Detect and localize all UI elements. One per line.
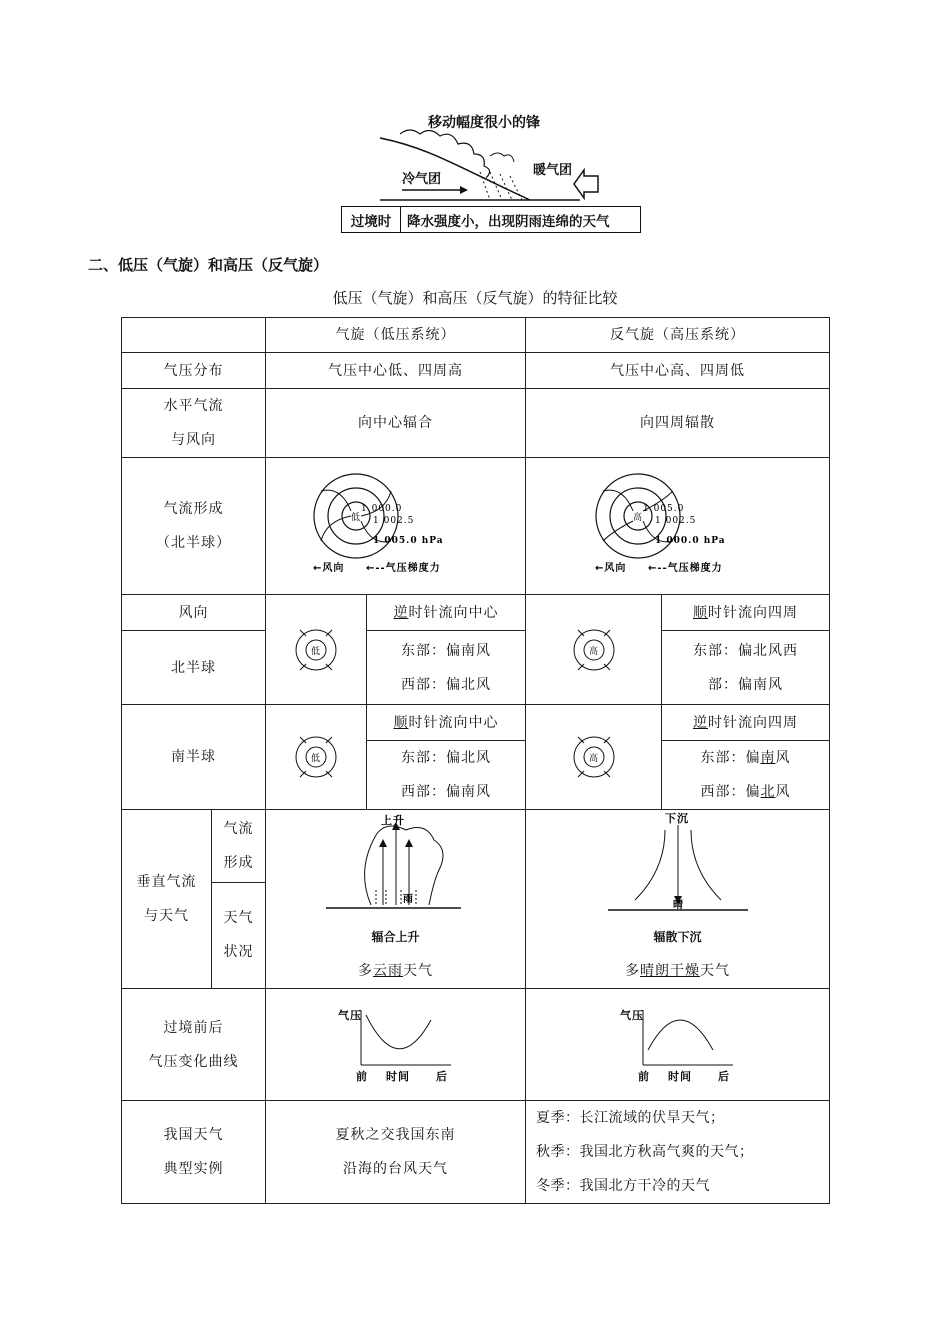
cyclone-side-label: 辐合上升 (371, 930, 420, 944)
cyclone-weather-prefix: 多 (358, 963, 373, 979)
high-iso3: 1 000.0 hPa (654, 536, 726, 546)
sh-anticyclone-west (662, 775, 829, 809)
table-row (122, 631, 830, 705)
sh-anti-east-prefix: 东部：偏 (700, 750, 761, 766)
front-figure-title: 移动幅度很小的锋 (428, 115, 540, 131)
flow-label-line1: 水平气流 (163, 398, 224, 414)
south-hemisphere-label: 南半球 (122, 705, 266, 810)
cyclone-weather-key: 云雨 (373, 963, 403, 979)
nh-anticyclone-winds (662, 631, 830, 705)
sh-cyclone-direction-text: 时针流向中心 (408, 714, 499, 731)
flow-label (122, 389, 266, 458)
sh-anticyclone-direction-key: 逆 (693, 714, 708, 731)
nh-cyclone-icon-cell (266, 595, 367, 705)
table-row (122, 989, 830, 1101)
table-row (122, 595, 830, 631)
anticyclone-side-label: 辐散下沉 (653, 930, 702, 944)
example-cyclone-line1: 夏秋之交我国东南 (335, 1127, 456, 1143)
pressure-label: 气压分布 (122, 353, 266, 389)
example-label (122, 1101, 266, 1204)
example-anticyclone-line2: 秋季：我国北方秋高气爽的天气； (536, 1144, 754, 1160)
cyc-curve-before: 前 (355, 1069, 368, 1083)
form-label-line2: （北半球） (156, 535, 231, 551)
table-row (122, 318, 830, 353)
low-pressure-isobar-diagram (311, 471, 481, 581)
table-row (122, 353, 830, 389)
low-iso3: 1 005.0 hPa (372, 536, 444, 546)
cyclone-weather-suffix: 天气 (403, 963, 433, 979)
nh-high-glyph: 高 (588, 646, 599, 657)
high-iso2: 1 002.5 (654, 516, 696, 526)
front-passing-key: 过境时 (342, 207, 401, 232)
anticyclone-weather-key: 晴朗干燥 (640, 963, 700, 979)
anticyclone-weather-suffix: 天气 (700, 963, 730, 979)
cold-air-label: 冷气团 (402, 172, 442, 187)
nh-anticyclone-east-1: 东部：偏北风西 (693, 642, 798, 659)
flow-anticyclone: 向四周辐散 (526, 389, 830, 458)
sh-anti-west-prefix: 西部：偏 (700, 784, 761, 800)
nh-cyclone-direction-text: 时针流向中心 (408, 604, 499, 621)
example-anticyclone (526, 1101, 830, 1204)
nh-anticyclone-direction-text: 时针流向四周 (708, 604, 798, 621)
anticyclone-curve-cell (526, 989, 830, 1101)
low-legend-wind: ←风向 (312, 563, 344, 574)
front-figure-drawing (340, 108, 640, 206)
low-pressure-diagram-cell (266, 458, 526, 595)
high-iso1: 1 005.0 (642, 504, 684, 514)
low-iso2: 1 002.5 (372, 516, 414, 526)
high-center-glyph: 高 (632, 513, 643, 523)
sh-anti-east-suffix: 风 (775, 750, 791, 766)
vertical-sub-weather-2: 状况 (223, 944, 254, 961)
sh-anticyclone-direction (662, 705, 830, 741)
sh-cyclone-winds (367, 741, 526, 810)
anticyclone-weather (526, 954, 829, 988)
sh-cyclone-icon-cell (266, 705, 367, 810)
cyc-curve-y1: 气压 (337, 1008, 362, 1022)
nh-anticyclone-icon-cell (526, 595, 662, 705)
table-row (122, 458, 830, 595)
nh-anticyclone-direction (662, 595, 830, 631)
cyc-curve-time: 时间 (385, 1069, 410, 1083)
vertical-label-line2: 与天气 (144, 908, 189, 924)
sh-anti-west-key: 北 (760, 784, 776, 800)
form-label-line1: 气流形成 (163, 501, 224, 517)
front-passing-box (341, 206, 641, 233)
example-anticyclone-line3: 冬季：我国北方干冷的天气 (536, 1178, 710, 1194)
sh-high-glyph: 高 (588, 754, 599, 764)
vertical-sub-weather (212, 882, 266, 988)
example-cyclone (266, 1101, 526, 1204)
nh-cyclone-west: 西部：偏北风 (401, 676, 491, 693)
sh-cyclone-west: 西部：偏南风 (401, 784, 491, 800)
curve-label-line1: 过境前后 (163, 1019, 224, 1036)
pressure-cyclone: 气压中心低、四周高 (266, 353, 526, 389)
pressure-anticyclone: 气压中心高、四周低 (526, 353, 830, 389)
north-hemisphere-label: 北半球 (122, 631, 266, 705)
high-legend-force: ←--气压梯度力 (647, 563, 723, 574)
table-row (122, 389, 830, 458)
low-legend-force: ←--气压梯度力 (365, 563, 441, 574)
anti-curve-y: 气压 (619, 1008, 644, 1022)
anticyclone-vertical-cell (526, 810, 830, 989)
cyclone-up-label: 上升 (380, 814, 405, 827)
anticyclone-sun-label: 晴 (672, 900, 684, 911)
nh-cyclone-direction (367, 595, 526, 631)
example-label-line1: 我国天气 (163, 1127, 224, 1143)
cyclone-updraft-diagram (321, 810, 471, 920)
nh-high-rotation-icon (566, 622, 622, 678)
sh-anti-east-key: 南 (760, 750, 776, 766)
cyc-curve-after: 后 (435, 1069, 448, 1083)
nh-cyclone-winds (367, 631, 526, 705)
header-cyclone: 气旋（低压系统） (266, 318, 526, 353)
vertical-sub-weather-1: 天气 (223, 910, 254, 927)
section-title: 二、低压（气旋）和高压（反气旋） (88, 256, 329, 274)
flow-label-line2: 与风向 (171, 432, 216, 448)
sh-anticyclone-icon-cell (526, 705, 662, 810)
front-passing-value: 降水强度小，出现阴雨连绵的天气 (407, 213, 610, 230)
nh-cyclone-east: 东部：偏南风 (401, 642, 491, 659)
nh-anticyclone-direction-key: 顺 (693, 604, 708, 621)
anticyclone-weather-prefix: 多 (625, 963, 640, 979)
vertical-label (122, 810, 212, 989)
anti-curve-before: 前 (637, 1069, 650, 1083)
vertical-sub-formation (212, 810, 266, 883)
low-iso1: 1 000.0 (360, 504, 402, 514)
vertical-sub-formation-1: 气流 (223, 820, 254, 837)
cyclone-vertical-cell (266, 810, 526, 989)
curve-label (122, 989, 266, 1101)
sh-cyclone-direction-key: 顺 (393, 714, 409, 731)
example-anticyclone-line1: 夏季：长江流域的伏旱天气； (536, 1110, 725, 1126)
example-label-line2: 典型实例 (163, 1161, 224, 1177)
vertical-sub-formation-2: 形成 (223, 854, 254, 871)
anti-curve-after: 后 (717, 1069, 730, 1083)
sh-low-glyph: 低 (311, 754, 322, 764)
curve-label-line2: 气压变化曲线 (148, 1053, 239, 1070)
sh-anticyclone-winds (662, 741, 830, 810)
flow-cyclone: 向中心辐合 (266, 389, 526, 458)
cyclone-rain-label: 雨 (402, 894, 414, 905)
anticyclone-downdraft-diagram (603, 810, 753, 920)
wind-label: 风向 (122, 595, 266, 631)
sh-high-rotation-icon (566, 729, 622, 785)
anticyclone-down-label: 下沉 (664, 812, 689, 825)
anticyclone-pressure-curve (618, 1005, 738, 1085)
high-legend-wind: ←风向 (594, 563, 626, 574)
header-anticyclone: 反气旋（高压系统） (526, 318, 830, 353)
sh-cyclone-east: 东部：偏北风 (401, 750, 491, 766)
sh-anticyclone-direction-text: 时针流向四周 (708, 714, 798, 731)
nh-cyclone-direction-key: 逆 (393, 604, 409, 621)
nh-low-rotation-icon (288, 622, 344, 678)
header-empty-cell (122, 318, 266, 353)
sh-anticyclone-east (662, 741, 829, 775)
sh-anti-west-suffix: 风 (775, 784, 791, 800)
vertical-label-line1: 垂直气流 (136, 874, 197, 890)
example-cyclone-line2: 沿海的台风天气 (343, 1161, 448, 1177)
table-row (122, 1101, 830, 1204)
table-row (122, 810, 830, 883)
sh-low-rotation-icon (288, 729, 344, 785)
nh-anticyclone-east-2: 部：偏南风 (708, 676, 783, 693)
warm-air-label: 暖气团 (533, 163, 573, 178)
table-title: 低压（气旋）和高压（反气旋）的特征比较 (332, 289, 618, 307)
cyclone-pressure-curve (336, 1005, 456, 1085)
cyclone-weather (266, 954, 525, 988)
comparison-table (121, 317, 830, 1204)
low-center-glyph: 低 (350, 513, 361, 523)
high-pressure-diagram-cell (526, 458, 830, 595)
front-figure (340, 108, 640, 234)
sh-cyclone-direction (367, 705, 526, 741)
high-pressure-isobar-diagram (593, 471, 763, 581)
form-label (122, 458, 266, 595)
cyclone-curve-cell (266, 989, 526, 1101)
table-row (122, 705, 830, 741)
anti-curve-time: 时间 (667, 1069, 692, 1083)
nh-low-glyph: 低 (311, 646, 322, 657)
